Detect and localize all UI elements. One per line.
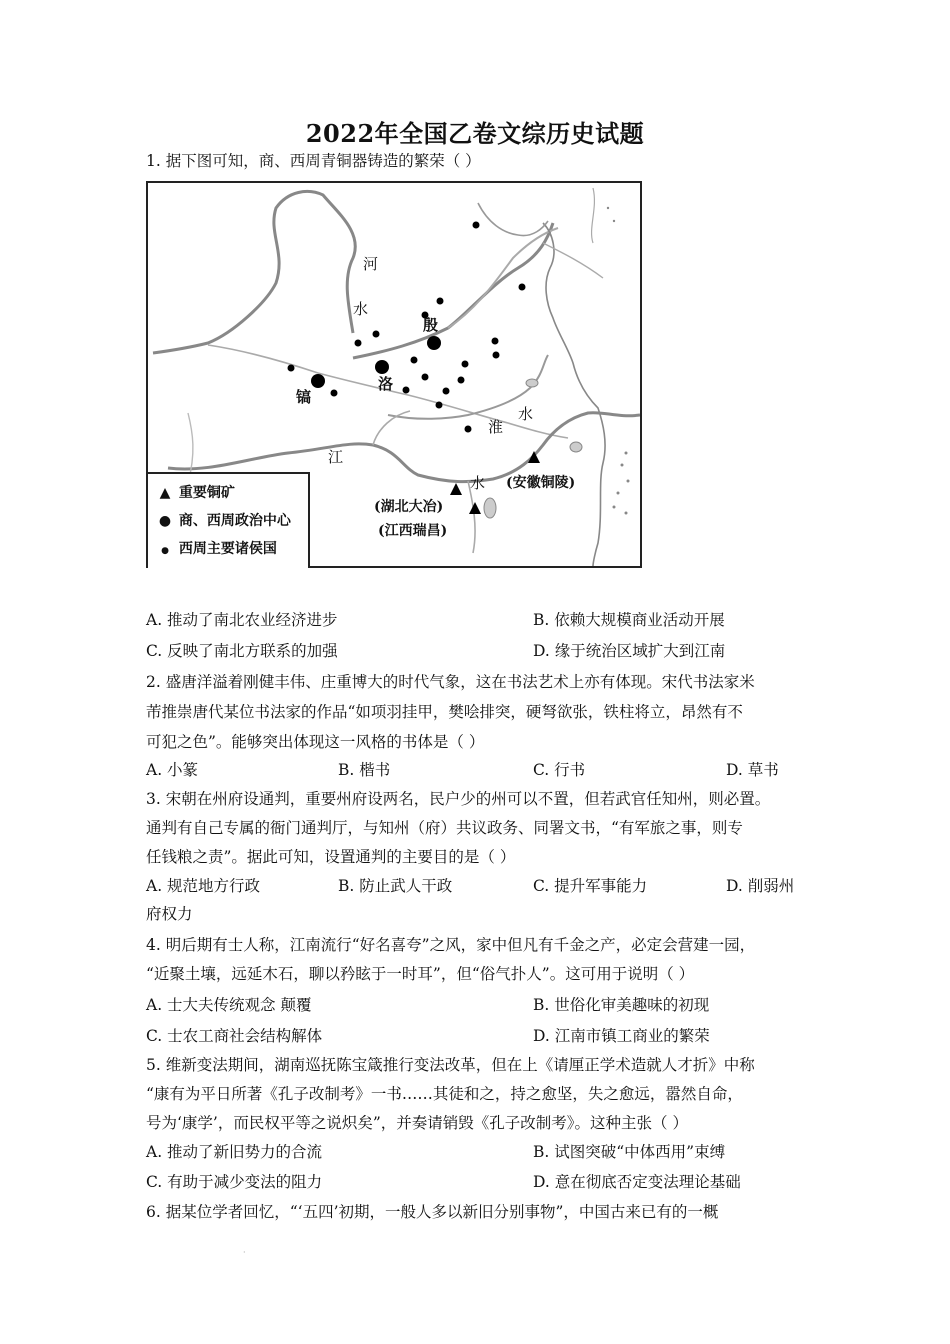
q5-line-3: 号为‘康学’，而民权平等之说炽矣”，并奏请销毁《孔子改制考》。这种主张（ ） [146,1114,688,1132]
q2-line-3: 可犯之色”。能够突出体现这一风格的书体是（ ） [146,733,485,751]
label-yin: 殷 [423,316,439,334]
q5-line-2: “康有为平日所著《孔子改制考》一书……其徒和之，持之愈坚，失之愈远，嚣然自命， [146,1085,743,1103]
mine-hubei [450,483,462,495]
page-title: 2022年全国乙卷文综历史试题 [305,119,645,148]
label-anhui-tongling: (安徽铜陵) [506,475,576,491]
q2-option-b[interactable]: B. 楷书 [338,761,391,779]
label-hubei-daye: (湖北大冶) [374,499,444,515]
yin-center [427,336,441,350]
q3-line-3: 任钱粮之责”。据此可知，设置通判的主要目的是（ ） [146,848,516,866]
q4-option-d[interactable]: D. 江南市镇工商业的繁荣 [533,1027,710,1045]
legend-item-vassal [156,538,277,558]
q5-option-b[interactable]: B. 试图突破“中体西用”束缚 [533,1143,726,1161]
luo-center [375,360,389,374]
q1-option-c[interactable]: C. 反映了南北方联系的加强 [146,642,338,660]
q3-option-c[interactable]: C. 提升军事能力 [533,877,648,895]
q4-option-b[interactable]: B. 世俗化审美趣味的初现 [533,996,710,1014]
q5-option-d[interactable]: D. 意在彻底否定变法理论基础 [533,1173,741,1191]
label-huai: 淮 [488,418,504,436]
label-luo: 洛 [378,375,394,393]
label-shui-1: 水 [353,300,369,318]
q3-line-1: 3. 宋朝在州府设通判，重要州府设两名，民户少的州可以不置，但若武官任知州，则必置。 [146,790,771,808]
q5-option-c[interactable]: C. 有助于减少变法的阻力 [146,1173,323,1191]
liaodong-coast [592,188,595,243]
mine-jiangxi [469,502,481,514]
q1-option-b[interactable]: B. 依赖大规模商业活动开展 [533,611,725,629]
yellow-river-upper [153,191,355,353]
triangle-icon: ▲ [159,485,171,501]
q4-option-a[interactable]: A. 士大夫传统观念 颠覆 [146,996,312,1014]
legend-item-mine [156,482,235,502]
poyang-lake [484,498,496,518]
q4-option-c[interactable]: C. 士农工商社会结构解体 [146,1027,323,1045]
q2-option-d[interactable]: D. 草书 [726,761,779,779]
q1-option-a[interactable]: A. 推动了南北农业经济进步 [146,611,338,629]
label-hao: 镐 [296,388,312,406]
q3-option-d[interactable]: D. 削弱州 [726,877,795,895]
large-dot-icon: ● [158,513,172,529]
bronze-map [146,181,642,568]
q6-line-1: 6. 据某位学者回忆，“‘五四’初期，一般人多以新旧分别事物”，中国古来已有的一概 [146,1203,719,1221]
q2-line-2: 芾推崇唐代某位书法家的作品“如项羽挂甲，樊哙排突，硬弩欲张，铁柱将立，昂然有不 [146,703,743,721]
q1-stem: 1. 据下图可知，商、西周青铜器铸造的繁荣（ ） [146,152,481,170]
hao-center [311,374,325,388]
label-jiangxi-ruichang: (江西瑞昌) [378,523,448,539]
q3-option-d-continued: 府权力 [146,905,193,923]
q1-option-d[interactable]: D. 缘于统治区域扩大到江南 [533,642,726,660]
q5-line-1: 5. 维新变法期间，湖南巡抚陈宝箴推行变法改革，但在上《请厘正学术造就人才折》中称 [146,1056,755,1074]
hongze-lake [526,379,538,387]
bohai-coast [478,203,548,236]
q2-option-a[interactable]: A. 小篆 [146,761,199,779]
label-jiang: 江 [328,448,344,466]
footer-mark: · [243,1248,246,1257]
q4-line-1: 4. 明后期有士人称，江南流行“好名喜夸”之风，家中但凡有千金之产，必定会营建一园， [146,936,756,954]
q3-option-b[interactable]: B. 防止武人干政 [338,877,453,895]
q3-line-2: 通判有自己专属的衙门通判厅，与知州（府）共议政务、同署文书，“有军旅之事，则专 [146,819,743,837]
vassal-states [288,222,526,433]
small-dot-icon: ● [161,546,169,556]
legend-label-vassal: 西周主要诸侯国 [178,541,277,557]
q4-line-2: “近聚土壤，远延木石，聊以矜眩于一时耳”，但“俗气扑人”。这可用于说明（ ） [146,965,695,983]
label-he: 河 [363,255,379,273]
legend-item-center [156,510,291,530]
shandong-coast [543,243,603,278]
coastline [543,223,605,566]
legend-label-mine: 重要铜矿 [178,485,235,501]
yellow-river-lower [353,223,553,358]
q5-option-a[interactable]: A. 推动了新旧势力的合流 [146,1143,323,1161]
legend-label-center: 商、西周政治中心 [178,513,291,529]
q2-option-c[interactable]: C. 行书 [533,761,586,779]
map-legend [148,472,310,568]
label-shui-3: 水 [470,474,486,492]
label-shui-2: 水 [518,405,534,423]
taihu-lake [570,442,582,452]
q3-option-a[interactable]: A. 规范地方行政 [146,877,261,895]
q2-line-1: 2. 盛唐洋溢着刚健丰伟、庄重博大的时代气象，这在书法艺术上亦有体现。宋代书法家米 [146,673,755,691]
